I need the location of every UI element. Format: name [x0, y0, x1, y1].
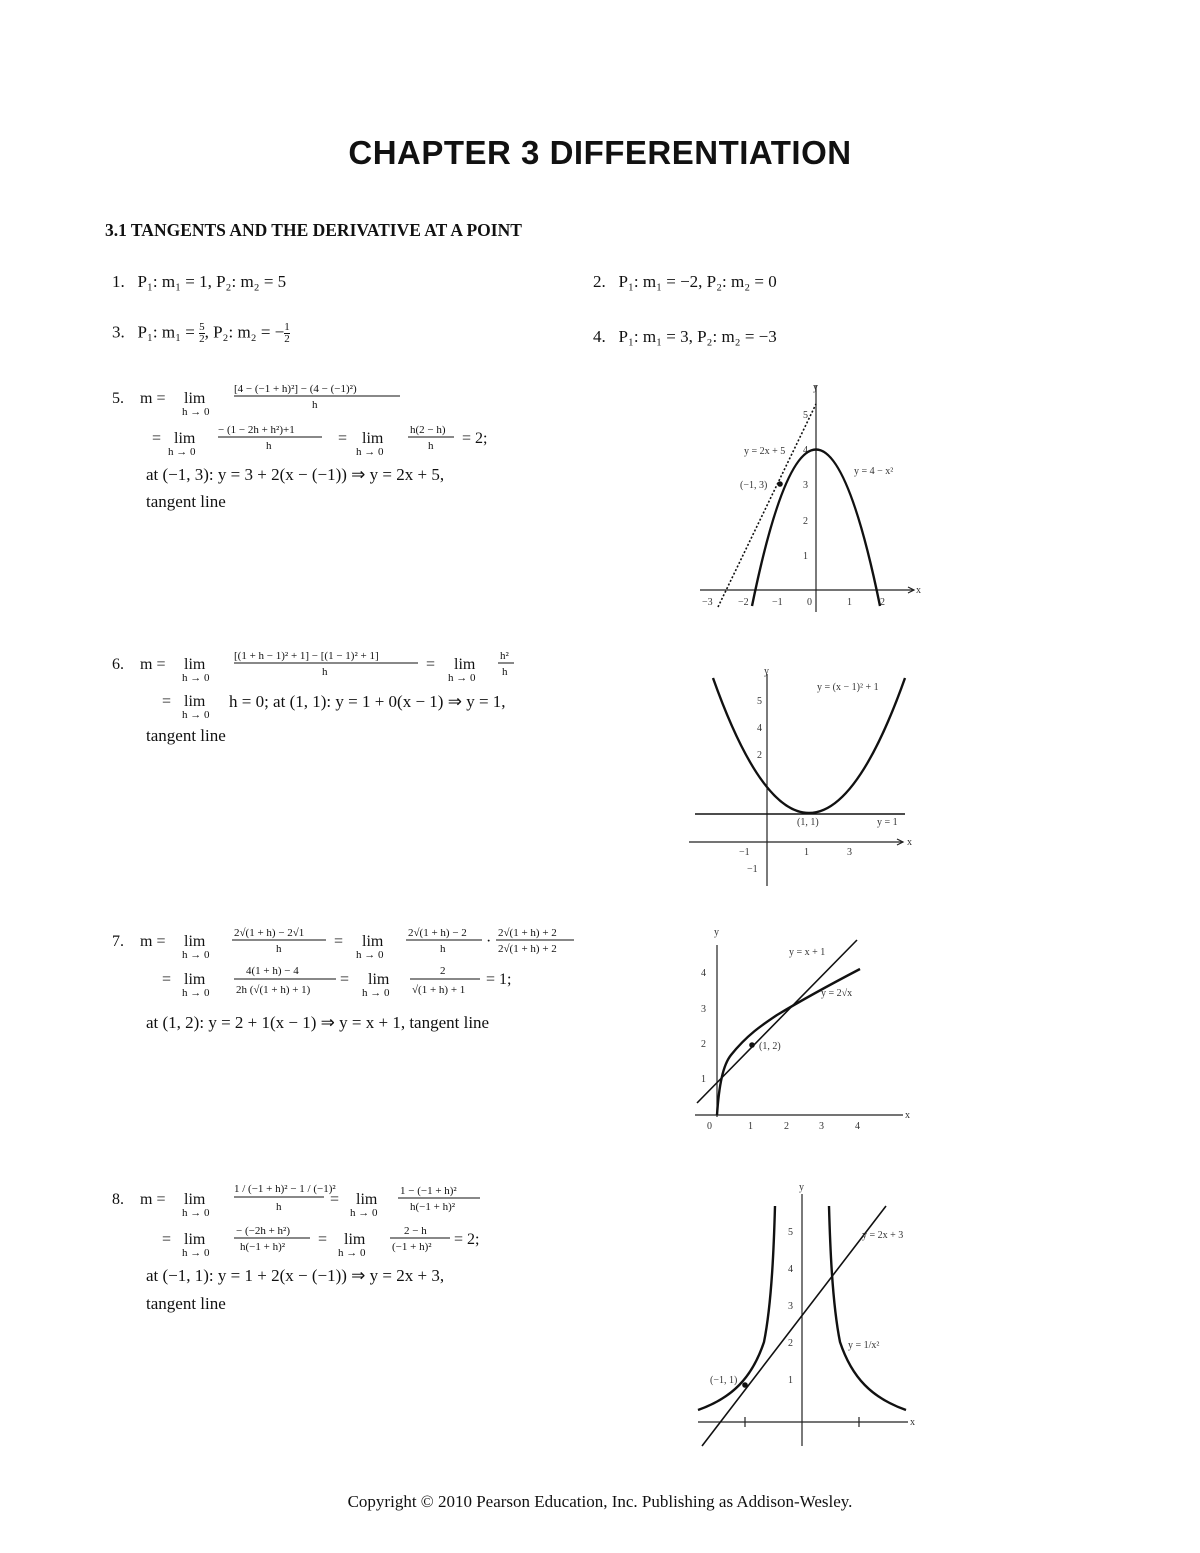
y-tick: 4 [788, 1264, 793, 1275]
problem-answer: P₁: m₁ = −2, P₂: m₂ = 0 [618, 272, 777, 291]
x-tick: 0 [807, 597, 812, 608]
y-axis-label: y [813, 382, 818, 393]
y-tick: 4 [757, 723, 762, 734]
y-tick: 3 [803, 480, 808, 491]
fraction-numerator: [(1 + h − 1)² + 1] − [(1 − 1)² + 1] [234, 650, 379, 662]
x-tick: 4 [855, 1121, 860, 1132]
fraction-numerator: 1 [284, 321, 290, 333]
equals: = [330, 1191, 340, 1208]
lim: lim [184, 656, 206, 673]
x-tick: −1 [739, 847, 750, 858]
lim: lim [184, 933, 206, 950]
y-tick: 5 [757, 696, 762, 707]
y-axis-label: y [764, 666, 769, 677]
lim-subscript: h → 0 [356, 949, 384, 961]
equals: = [426, 656, 436, 673]
chapter-title: CHAPTER 3 DIFFERENTIATION [348, 134, 852, 171]
y-tick: 2 [701, 1039, 706, 1050]
curve-label: y = (x − 1)² + 1 [817, 682, 879, 693]
problem-number: 4. [593, 327, 606, 346]
result: = 1; [486, 971, 512, 988]
y-tick: 3 [701, 1004, 706, 1015]
fraction-denominator: 2h (√(1 + h) + 1) [236, 984, 311, 996]
lim: lim [184, 971, 206, 988]
lim: lim [184, 1231, 206, 1248]
fraction-numerator: 5 [199, 321, 205, 333]
lim-subscript: h → 0 [362, 987, 390, 999]
y-tick: 2 [757, 750, 762, 761]
lim: lim [362, 430, 384, 447]
fraction-numerator: − (1 − 2h + h²)+1 [218, 424, 295, 436]
point-label: (−1, 1) [710, 1375, 738, 1386]
equals: = [162, 971, 172, 988]
times-dot: · [486, 933, 492, 950]
x-axis-label: x [905, 1110, 910, 1121]
lim-subscript: h → 0 [182, 406, 210, 418]
fraction-denominator: h(−1 + h)² [410, 1201, 456, 1213]
tangent-point [749, 1042, 755, 1048]
fraction-numerator: h² [500, 650, 509, 662]
x-tick: −2 [738, 597, 749, 608]
x-axis-label: x [916, 585, 921, 596]
fraction-denominator: h [440, 943, 446, 955]
problem-2 [593, 272, 777, 292]
fraction-denominator: h [322, 666, 328, 678]
lim: lim [344, 1231, 366, 1248]
graph-problem-7 [690, 920, 920, 1135]
problem-number: 5. [112, 390, 124, 407]
lim-subscript: h → 0 [338, 1247, 366, 1259]
lim-subscript: h → 0 [182, 987, 210, 999]
fraction-numerator: 2√(1 + h) + 2 [498, 927, 557, 939]
m-equals: m = [140, 1191, 166, 1208]
problem-5-line3: at (−1, 3): y = 3 + 2(x − (−1)) ⇒ y = 2x + 5, [146, 465, 445, 484]
problem-4 [593, 327, 777, 347]
problem-answer: P₁: m₁ = 1, P₂: m₂ = 5 [137, 272, 287, 291]
y-axis-label: y [799, 1182, 804, 1193]
y-tick: 5 [803, 410, 808, 421]
problem-7-line3: at (1, 2): y = 2 + 1(x − 1) ⇒ y = x + 1, tangent line [146, 1013, 490, 1032]
x-tick: 2 [880, 597, 885, 608]
y-axis-label: y [714, 927, 719, 938]
x-tick: 0 [707, 1121, 712, 1132]
graph-problem-8 [690, 1182, 920, 1455]
x-axis-label: x [907, 837, 912, 848]
x-tick: 3 [819, 1121, 824, 1132]
lim-subscript: h → 0 [182, 1247, 210, 1259]
fraction-denominator: h [266, 440, 272, 452]
equals: = [162, 693, 172, 710]
equals: = [162, 1231, 172, 1248]
lim: lim [184, 390, 206, 407]
result: = 2; [454, 1231, 480, 1248]
problem-8-line3: at (−1, 1): y = 1 + 2(x − (−1)) ⇒ y = 2x + 3, [146, 1266, 445, 1285]
problem-answer-a: P₁: m₁ = [137, 322, 200, 342]
graph-problem-6 [690, 665, 920, 890]
m-equals: m = [140, 390, 166, 407]
fraction-denominator: 2 [199, 333, 205, 345]
curve-label: y = 2√x [821, 988, 853, 999]
x-tick: −1 [772, 597, 783, 608]
problem-6-line3: tangent line [146, 726, 226, 745]
copyright-footer: Copyright © 2010 Pearson Education, Inc. Publishing as Addison-Wesley. [347, 1492, 853, 1511]
problem-8-line4: tangent line [146, 1294, 226, 1313]
y-tick: 4 [803, 445, 808, 456]
lim-subscript: h → 0 [356, 446, 384, 458]
fraction-numerator: 1 / (−1 + h)² − 1 / (−1)² [234, 1183, 336, 1195]
tangent-point [777, 481, 783, 487]
y-tick: 5 [788, 1227, 793, 1238]
fraction-denominator: 2√(1 + h) + 2 [498, 943, 557, 955]
fraction-denominator: √(1 + h) + 1 [412, 984, 466, 996]
x-tick: 2 [784, 1121, 789, 1132]
lim: lim [174, 430, 196, 447]
problem-5-line4: tangent line [146, 492, 226, 511]
tangent-label: y = 2x + 5 [744, 446, 786, 457]
section-title: 3.1 TANGENTS AND THE DERIVATIVE AT A POINT [105, 220, 522, 240]
fraction-denominator: h [276, 943, 282, 955]
problem-6-line2: h = 0; at (1, 1): y = 1 + 0(x − 1) ⇒ y = 1, [229, 692, 506, 711]
problem-answer-b: , P₂: m₂ = − [204, 322, 285, 342]
lim-subscript: h → 0 [168, 446, 196, 458]
problem-number: 6. [112, 656, 124, 673]
y-tick: 1 [803, 551, 808, 562]
fraction-denominator: h [502, 666, 508, 678]
m-equals: m = [140, 933, 166, 950]
fraction-denominator: h [276, 1201, 282, 1213]
curve-label: y = 1/x² [848, 1340, 880, 1351]
tangent-label: y = x + 1 [789, 947, 826, 958]
y-tick: −1 [747, 864, 758, 875]
y-tick: 4 [701, 968, 706, 979]
tangent-point [742, 1382, 748, 1388]
problem-number: 3. [112, 322, 125, 342]
m-equals: m = [140, 656, 166, 673]
fraction-numerator: 2 [440, 965, 446, 977]
fraction-numerator: − (−2h + h²) [236, 1225, 290, 1237]
x-tick: 1 [847, 597, 852, 608]
point-label: (1, 1) [797, 817, 819, 828]
fraction-numerator: 2√(1 + h) − 2 [408, 927, 467, 939]
fraction [284, 322, 290, 345]
point-label: (1, 2) [759, 1041, 781, 1052]
x-tick: 1 [804, 847, 809, 858]
fraction-denominator: h [312, 399, 318, 411]
tangent-label: y = 1 [877, 817, 898, 828]
equals: = [334, 933, 344, 950]
lim-subscript: h → 0 [182, 709, 210, 721]
problem-number: 2. [593, 272, 606, 291]
equals: = [338, 430, 348, 447]
fraction-denominator: h(−1 + h)² [240, 1241, 286, 1253]
curve-label: y = 4 − x² [854, 466, 894, 477]
lim-subscript: h → 0 [182, 672, 210, 684]
lim: lim [362, 933, 384, 950]
problem-number: 8. [112, 1191, 124, 1208]
equals: = [340, 971, 350, 988]
lim: lim [368, 971, 390, 988]
fraction-denominator: (−1 + h)² [392, 1241, 432, 1253]
tangent-line [702, 1206, 886, 1446]
tangent-label: y = 2x + 3 [862, 1230, 904, 1241]
fraction-numerator: h(2 − h) [410, 424, 446, 436]
lim: lim [184, 1191, 206, 1208]
problem-3 [112, 322, 290, 352]
x-tick: 1 [748, 1121, 753, 1132]
lim-subscript: h → 0 [182, 949, 210, 961]
equals: = [152, 430, 162, 447]
problem-1 [112, 272, 286, 292]
problem-8-math [100, 1170, 620, 1280]
y-tick: 2 [788, 1338, 793, 1349]
lim-subscript: h → 0 [182, 1207, 210, 1219]
y-tick: 2 [803, 516, 808, 527]
tangent-line [718, 404, 816, 607]
lim: lim [184, 693, 206, 710]
point-label: (−1, 3) [740, 480, 768, 491]
x-tick: −3 [702, 597, 713, 608]
y-tick: 1 [788, 1375, 793, 1386]
graph-problem-5 [690, 380, 930, 615]
y-tick: 1 [701, 1074, 706, 1085]
problem-number: 7. [112, 933, 124, 950]
problem-number: 1. [112, 272, 125, 291]
fraction-numerator: 4(1 + h) − 4 [246, 965, 299, 977]
lim: lim [356, 1191, 378, 1208]
y-tick: 3 [788, 1301, 793, 1312]
result: = 2; [462, 430, 488, 447]
fraction-numerator: 2√(1 + h) − 2√1 [234, 927, 305, 939]
lim: lim [454, 656, 476, 673]
lim-subscript: h → 0 [350, 1207, 378, 1219]
problem-answer: P₁: m₁ = 3, P₂: m₂ = −3 [618, 327, 777, 346]
fraction-numerator: [4 − (−1 + h)²] − (4 − (−1)²) [234, 383, 357, 395]
equals: = [318, 1231, 328, 1248]
fraction-numerator: 2 − h [404, 1225, 427, 1237]
x-axis-label: x [910, 1417, 915, 1428]
x-tick: 3 [847, 847, 852, 858]
fraction-numerator: 1 − (−1 + h)² [400, 1185, 457, 1197]
parabola-curve [713, 678, 905, 813]
fraction-denominator: h [428, 440, 434, 452]
fraction-denominator: 2 [284, 333, 290, 345]
lim-subscript: h → 0 [448, 672, 476, 684]
